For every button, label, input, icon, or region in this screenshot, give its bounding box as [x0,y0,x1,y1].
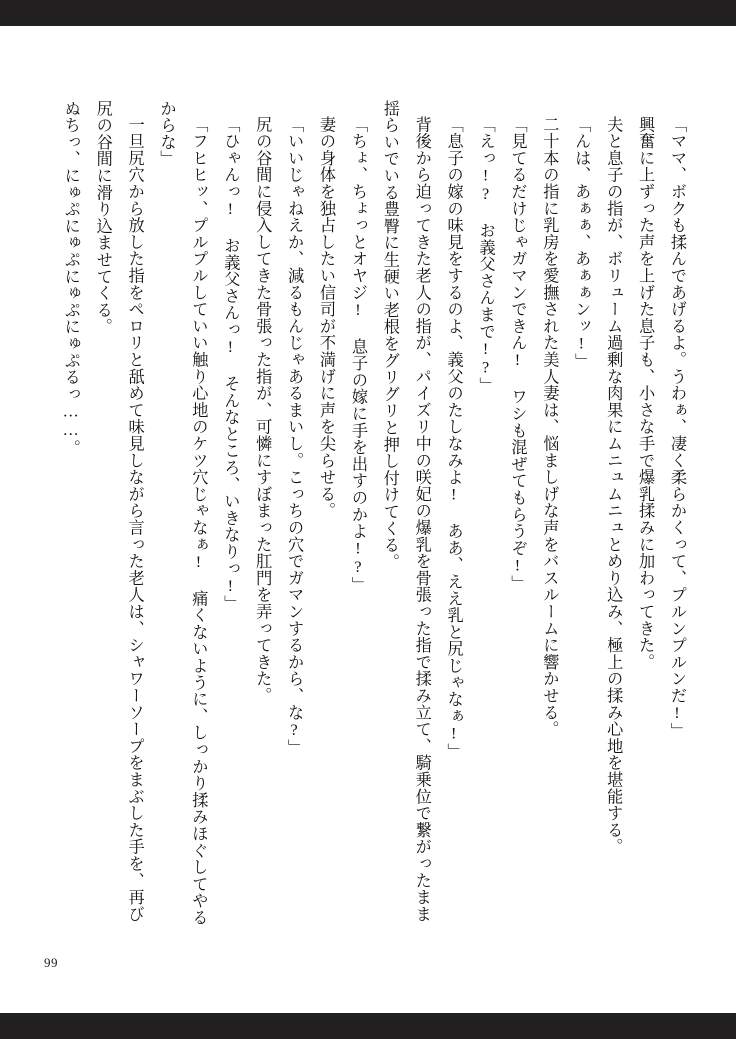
paragraph: ぬちっ、にゅぷにゅぷにゅぷにゅぷるっ……。 [61,100,80,457]
page-number: 99 [44,955,58,970]
paragraph: 「んは、あぁぁ、あぁぁンッ!」 [572,116,591,370]
paragraph: 「ママ、ボクも揉んであげるよ。うわぁ、凄く柔らかくって、プルンプルンだ!」 [668,116,686,740]
paragraph: 「息子の嫁の味見をするのよ、義父のたしなみよ! ああ、ええ乳と尻じゃなぁ!」 [444,116,463,760]
page-top-edge [0,0,736,26]
paragraph: 「ちょ、ちょっとオヤジ! 息子の嫁に手を出すのかよ!?」 [348,116,367,594]
paragraph: 「見てるだけじゃガマンできん! ワシも混ぜてもらうぞ!」 [508,116,527,592]
paragraph: 「フヒヒッ、プルプルしていい触り心地のケツ穴じゃなぁ! 痛くないように、しっかり揉みほぐしてやるからな」 [157,100,208,927]
page-bottom-edge [0,1013,736,1039]
paragraph: 「いいじゃねえか、減るもんじゃあるまいし。こっちの穴でガマンするから、な?」 [285,116,304,757]
paragraph: 一旦尻穴から放した指をペロリと舐めて味見しながら言った老人は、シャワーソープをまぶした手を、再び尻の谷間に滑り込ませてくる。 [93,100,144,923]
paragraph: 興奮に上ずった声を上げた息子も、小さな手で爆乳揉みに加わってきた。 [636,116,655,671]
paragraph: 二十本の指に乳房を愛撫された美人妻は、悩ましげな声をバスルームに響かせる。 [540,116,559,738]
paragraph: 夫と息子の指が、ボリューム過剰な肉果にムニュムニュとめり込み、極上の揉み心地を堪能する。 [604,116,623,856]
page-paper [0,26,736,1013]
paragraph: 背後から迫ってきた老人の指が、パイズリ中の咲妃の爆乳を骨張った指で揉み立て、騎乗位で繋がったまま揺らいでいる豊臀に生硬い老根をグリグリと押し付けてくる。 [380,100,431,923]
body-text [44,100,692,928]
paragraph: 尻の谷間に侵入してきた骨張った指が、可憐にすぼまった肛門を弄ってきた。 [253,116,272,705]
paragraph: 「ひゃんっ! お義父さんっ! そんなところ、いきなりっ!」 [221,116,240,613]
paragraph: 妻の身体を独占したい信司が不満げに声を尖らせる。 [317,116,336,520]
paragraph: 「えっ!? お義父さんまで!?」 [476,116,495,394]
